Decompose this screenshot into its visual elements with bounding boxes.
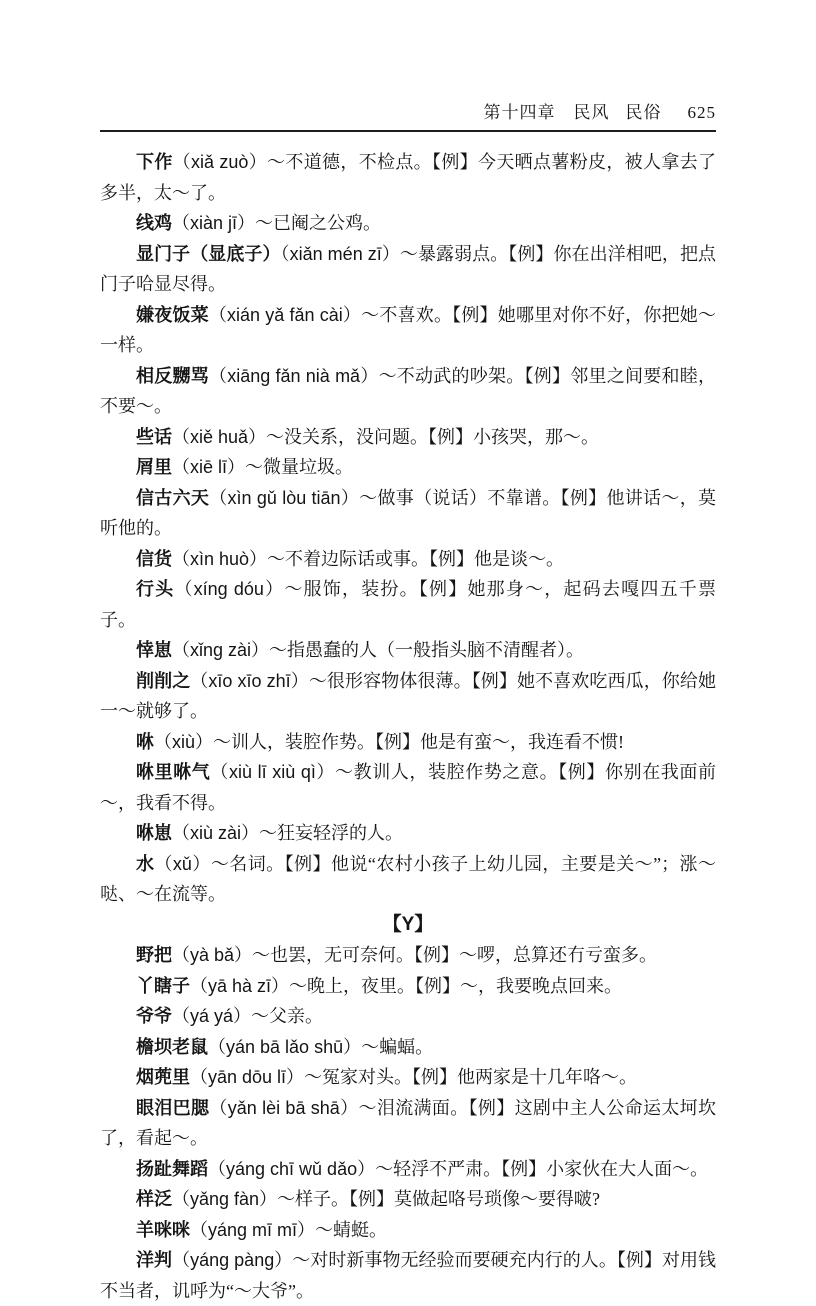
dictionary-entry — [100, 971, 716, 1002]
dictionary-entry — [100, 727, 716, 758]
dictionary-entry — [100, 361, 716, 422]
entry-definition: ～不着边际话或事。【例】他是谈～。 — [267, 548, 565, 569]
entry-term: 样泛 — [136, 1189, 172, 1209]
dictionary-entry — [100, 1184, 716, 1215]
entry-term: 野把 — [136, 945, 172, 965]
entry-definition: ～没关系，没问题。【例】小孩哭，那～。 — [266, 426, 600, 447]
entry-definition: ～泪流满面。【例】这剧中主人公命运太坷坎了，看起～。 — [100, 1097, 717, 1148]
entry-pinyin: （xiǎn mén zī） — [280, 243, 400, 264]
dictionary-entry — [100, 940, 716, 971]
entry-definition: ～轻浮不严肃。【例】小家伙在大人面～。 — [375, 1158, 709, 1179]
entry-definition: ～样子。【例】莫做起咯号琐像～要得啵? — [277, 1189, 601, 1209]
dictionary-entry — [100, 757, 716, 818]
entry-term: 下作 — [136, 152, 173, 172]
entry-definition: ～狂妄轻浮的人。 — [259, 823, 404, 843]
entry-pinyin: （yá yá） — [172, 1006, 252, 1026]
entry-term: 咻 — [136, 731, 154, 752]
entry-term: 行头 — [136, 579, 175, 599]
entry-term: 信古六天 — [136, 487, 210, 508]
entry-pinyin: （yáng mī mī） — [190, 1219, 316, 1240]
entry-term: 咻崽 — [136, 823, 172, 843]
dictionary-entry — [100, 666, 716, 727]
entry-term: 信货 — [136, 548, 172, 569]
entry-pinyin: （yǎn lèi bā shā） — [209, 1097, 359, 1118]
dictionary-entry — [100, 635, 716, 666]
running-header — [100, 98, 716, 132]
entry-pinyin: （yān dōu lī） — [190, 1067, 305, 1087]
entry-definition: ～对时新事物无经验而要硬充内行的人。【例】对用钱不当者，讥呼为“～大爷”。 — [100, 1250, 717, 1301]
dictionary-entry — [100, 1062, 716, 1093]
entry-pinyin: （yǎng fàn） — [172, 1189, 278, 1209]
entry-definition: ～父亲。 — [251, 1006, 324, 1026]
dictionary-entry — [100, 147, 716, 208]
dictionary-entry — [100, 452, 716, 483]
header-topic-minfeng: 民风 — [573, 103, 610, 122]
entry-definition: ～蝙蝠。 — [361, 1036, 434, 1057]
entry-term: 羊咪咪 — [136, 1219, 190, 1240]
page-number: 625 — [687, 103, 716, 122]
entry-pinyin: （xián yǎ fǎn cài） — [208, 304, 362, 325]
dictionary-entry — [100, 483, 716, 544]
entry-term: 悻崽 — [136, 640, 172, 660]
entry-definition: ～指愚蠢的人（一般指头脑不清醒者）。 — [269, 640, 585, 660]
entry-pinyin: （xìn huò） — [172, 548, 268, 569]
entry-definition: ～服饰，装扮。【例】她那身～，起码去嘎四五千票子。 — [100, 579, 717, 630]
entry-pinyin: （yán bā lǎo shū） — [208, 1036, 362, 1057]
entry-pinyin: （xǐng zài） — [172, 640, 270, 660]
book-page — [100, 0, 716, 1306]
entry-pinyin: （yáng pàng） — [172, 1250, 293, 1270]
entry-pinyin: （xiù zài） — [172, 823, 260, 843]
dictionary-entry — [100, 1093, 716, 1154]
entry-definition: ～教训人，装腔作势之意。【例】你别在我面前～，我看不得。 — [100, 762, 716, 813]
dictionary-entry — [100, 300, 716, 361]
section-heading: 【Y】 — [382, 913, 434, 935]
entry-definition: ～很形容物体很薄。【例】她不喜欢吃西瓜，你给她一～就够了。 — [100, 670, 716, 721]
dictionary-entry — [100, 1245, 716, 1306]
entry-pinyin: （xiù） — [154, 731, 214, 752]
entry-definition: ～也罢，无可奈何。【例】～啰，总算还冇亏蛮多。 — [252, 945, 658, 965]
entry-term: 扬趾舞蹈 — [136, 1158, 208, 1179]
entry-term: 嫌夜饭菜 — [136, 304, 209, 325]
entry-pinyin: （xiē lī） — [172, 457, 246, 477]
entry-term: 屑里 — [136, 457, 172, 477]
entry-definition: ～蜻蜓。 — [315, 1219, 388, 1240]
entry-pinyin: （yā hà zī） — [190, 975, 290, 996]
header-topic-minsu: 民俗 — [625, 103, 662, 122]
entry-term: 相反嬲骂 — [136, 365, 209, 386]
entry-pinyin: （yà bǎ） — [172, 945, 253, 965]
entry-pinyin: （xìn gǔ lòu tiān） — [209, 487, 360, 508]
entry-term: 爷爷 — [136, 1006, 172, 1026]
entry-definition: ～不道德，不检点。【例】今天晒点薯粉皮，被人拿去了多半，太～了。 — [100, 152, 716, 203]
dictionary-entry — [100, 544, 716, 575]
entry-pinyin: （xǔ） — [154, 853, 211, 874]
entry-definition: ～训人，装腔作势。【例】他是有蛮～，我连看不惯! — [213, 731, 625, 752]
dictionary-entry — [100, 1001, 716, 1032]
entry-term: 水 — [136, 853, 155, 874]
entry-definition: ～名词。【例】他说“农村小孩子上幼儿园，主要是关～”；涨～哒、～在流等。 — [100, 853, 716, 904]
entry-term: 线鸡 — [136, 213, 172, 233]
entry-term: 削削之 — [136, 670, 191, 691]
entry-term: 咻里咻气 — [136, 762, 211, 782]
dictionary-entry — [100, 1032, 716, 1063]
entry-term: 眼泪巴腮 — [136, 1097, 210, 1118]
entry-pinyin: （xiǎ zuò） — [172, 152, 268, 172]
entry-definition: ～冤家对头。【例】他两家是十几年咯～。 — [304, 1067, 638, 1087]
entry-definition: ～不动武的吵架。【例】邻里之间要和睦，不要～。 — [100, 365, 717, 416]
dictionary-entry — [100, 574, 716, 635]
entry-pinyin: （xīo xīo zhī） — [190, 670, 309, 691]
entry-definition: ～暴露弱点。【例】你在出洋相吧，把点门子哈显尽得。 — [100, 243, 717, 294]
entry-term: 洋判 — [136, 1250, 173, 1270]
entry-definition: ～晚上，夜里。【例】～，我要晚点回来。 — [289, 975, 623, 996]
entry-definition: ～做事（说话）不靠谱。【例】他讲话～，莫听他的。 — [100, 487, 717, 538]
entry-definition: ～微量垃圾。 — [245, 457, 354, 477]
entry-term: 丫瞎子 — [136, 975, 190, 996]
entry-pinyin: （xiě huǎ） — [172, 426, 267, 447]
dictionary-entry — [100, 239, 716, 300]
dictionary-entry — [100, 1215, 716, 1246]
entry-definition: ～已阉之公鸡。 — [255, 213, 382, 233]
entry-pinyin: （xiàn jī） — [172, 213, 256, 233]
dictionary-entry — [100, 208, 716, 239]
entry-term: 檐坝老鼠 — [136, 1036, 208, 1057]
entry-pinyin: （xiù lī xiù qì） — [210, 762, 336, 782]
entry-term: 些话 — [136, 426, 172, 447]
entry-term: 烟蔸里 — [136, 1067, 190, 1087]
entry-pinyin: （xíng dóu） — [174, 579, 285, 599]
entry-pinyin: （yáng chī wǔ dǎo） — [208, 1158, 376, 1179]
dictionary-entry — [100, 849, 716, 910]
chapter-label: 第十四章 — [483, 103, 556, 122]
dictionary-entry — [100, 818, 716, 849]
entry-pinyin: （xiāng fǎn nià mǎ） — [209, 365, 379, 386]
entry-term: 显门子（显底子） — [136, 243, 281, 264]
dictionary-entry — [100, 422, 716, 453]
dictionary-content — [100, 147, 716, 1306]
entry-definition: ～不喜欢。【例】她哪里对你不好，你把她～一样。 — [100, 304, 717, 355]
dictionary-entry — [100, 1154, 716, 1185]
